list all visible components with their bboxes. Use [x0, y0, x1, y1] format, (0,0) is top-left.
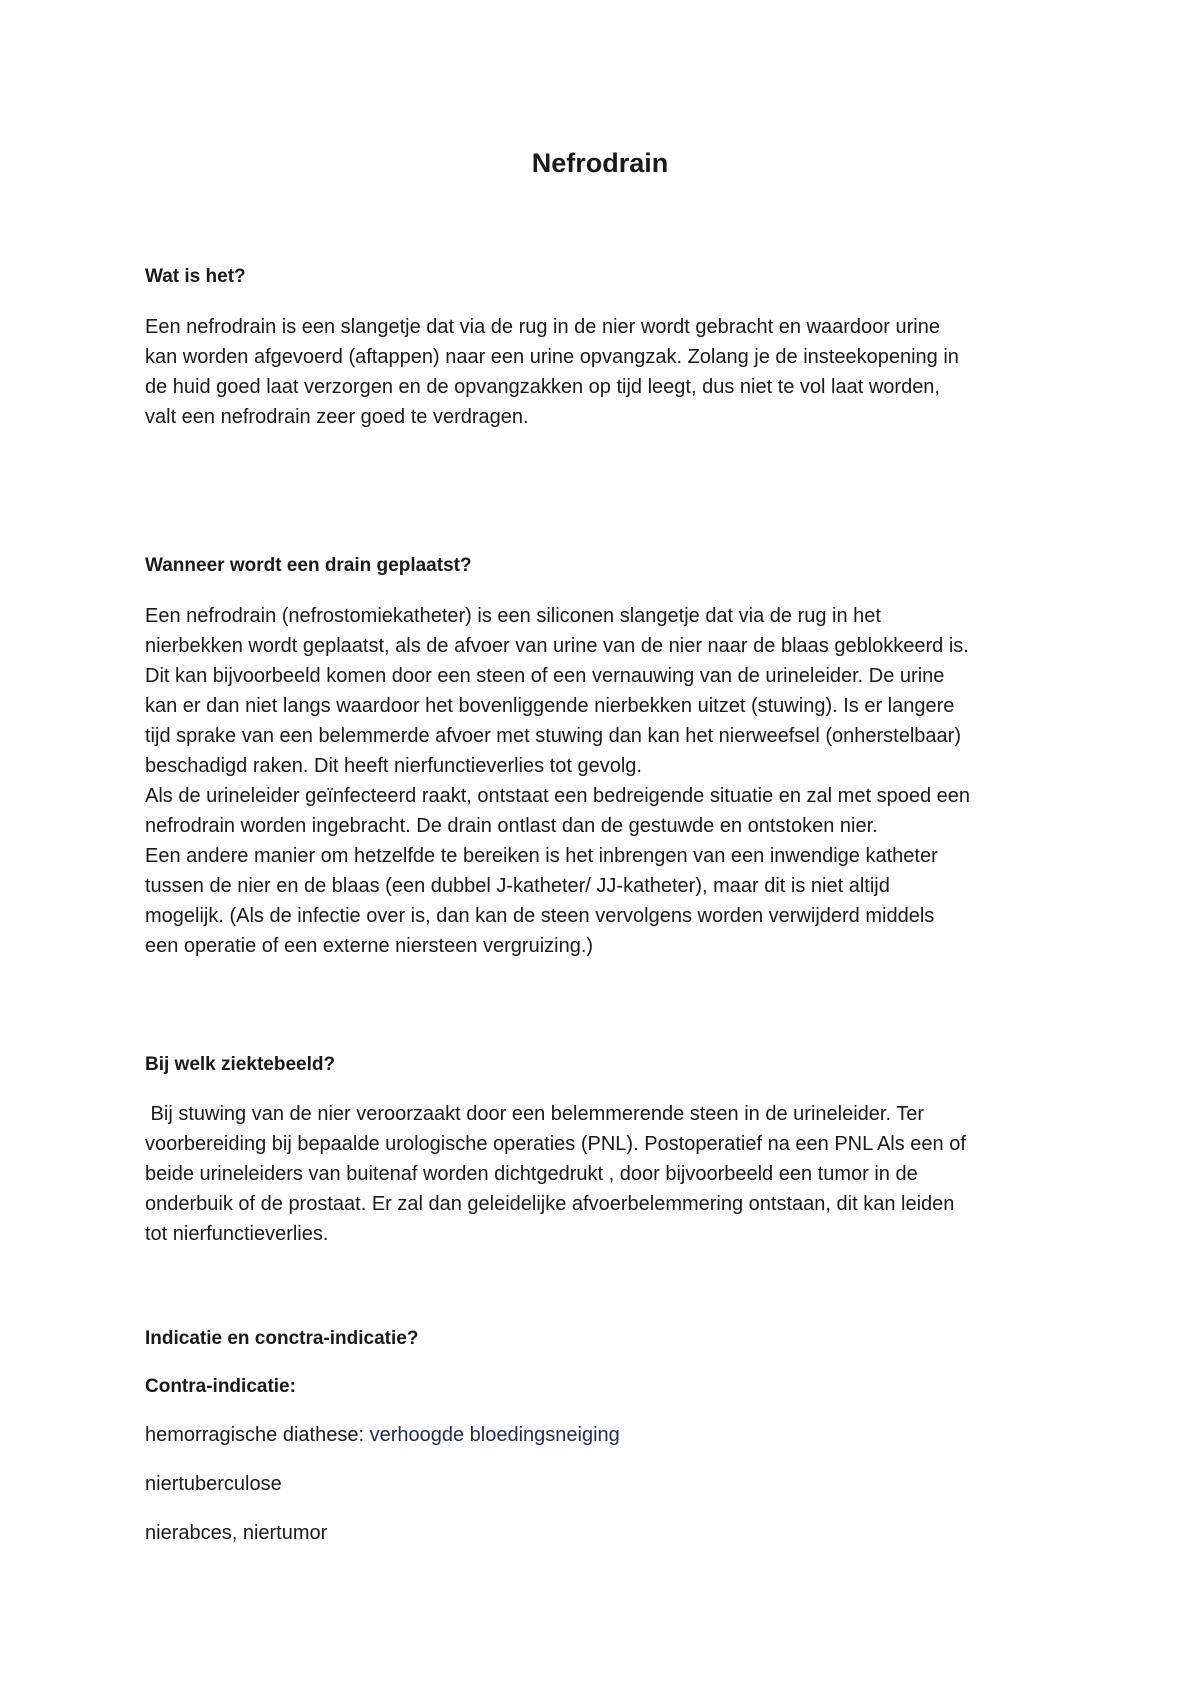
- text-line: Dit kan bijvoorbeeld komen door een steen of een vernauwing van de urineleider. De urine: [145, 665, 945, 687]
- document-title: Nefrodrain: [531, 148, 669, 178]
- section-heading: Wanneer wordt een drain geplaatst?: [145, 555, 472, 576]
- text-line: valt een nefrodrain zeer goed te verdragen.: [145, 406, 529, 428]
- text-line: een operatie of een externe niersteen vergruizing.): [145, 935, 594, 957]
- text-line: voorbereiding bij bepaalde urologische operaties (PNL). Postoperatief na een PNL Als een of: [145, 1133, 966, 1155]
- section-heading: Bij welk ziektebeeld?: [145, 1054, 336, 1075]
- section-indicatie: [145, 1326, 1075, 1352]
- paragraph: [145, 312, 1075, 432]
- contra-term: hemorragische diathese:: [145, 1424, 365, 1446]
- subheading: Contra-indicatie:: [145, 1376, 296, 1397]
- text-line: Een andere manier om hetzelfde te bereiken is het inbrengen van een inwendige katheter: [145, 845, 938, 867]
- section-heading: Wat is het?: [145, 266, 246, 287]
- contra-item-text: [145, 1519, 1075, 1547]
- section-ziektebeeld: [145, 1052, 1075, 1078]
- section-wanneer-body: [145, 601, 1075, 961]
- contra-item: [145, 1470, 1075, 1498]
- contra-item-text: [145, 1470, 1075, 1498]
- text-line: Bij stuwing van de nier veroorzaakt door een belemmerende steen in de urineleider. Ter: [145, 1103, 924, 1125]
- paragraph: [145, 601, 1075, 961]
- text-line: Als de urineleider geïnfecteerd raakt, ontstaat een bedreigende situatie en zal met spoed een: [145, 785, 970, 807]
- contra-definition: verhoogde bloedingsneiging: [369, 1424, 620, 1446]
- paragraph: [145, 1099, 1075, 1249]
- text-line: kan er dan niet langs waardoor het bovenliggende nierbekken uitzet (stuwing). Is er langere: [145, 695, 955, 717]
- text-line: nefrodrain worden ingebracht. De drain ontlast dan de gestuwde en ontstoken nier.: [145, 815, 878, 837]
- section-heading: Indicatie en conctra-indicatie?: [145, 1328, 419, 1349]
- section-ziektebeeld-body: [145, 1099, 1075, 1249]
- text-line: mogelijk. (Als de infectie over is, dan kan de steen vervolgens worden verwijderd middels: [145, 905, 935, 927]
- section-wanneer: [145, 553, 1075, 579]
- text-line: de huid goed laat verzorgen en de opvangzakken op tijd leegt, dus niet te vol laat worden,: [145, 376, 940, 398]
- contra-term: nierabces, niertumor: [145, 1522, 328, 1544]
- text-line: nierbekken wordt geplaatst, als de afvoer van urine van de nier naar de blaas geblokkeerd is.: [145, 635, 969, 657]
- contra-item: [145, 1421, 1075, 1449]
- text-line: Een nefrodrain (nefrostomiekatheter) is een siliconen slangetje dat via de rug in het: [145, 605, 881, 627]
- text-line: tijd sprake van een belemmerde afvoer met stuwing dan kan het nierweefsel (onherstelbaar): [145, 725, 961, 747]
- text-line: beide urineleiders van buitenaf worden dichtgedrukt , door bijvoorbeeld een tumor in de: [145, 1163, 918, 1185]
- text-line: Een nefrodrain is een slangetje dat via de rug in de nier wordt gebracht en waardoor urine: [145, 316, 940, 338]
- text-line: onderbuik of de prostaat. Er zal dan geleidelijke afvoerbelemmering ontstaan, dit kan leiden: [145, 1193, 955, 1215]
- contra-item: [145, 1519, 1075, 1547]
- contra-term: niertuberculose: [145, 1473, 282, 1495]
- contra-item-text: [145, 1421, 1075, 1449]
- text-line: tot nierfunctieverlies.: [145, 1223, 329, 1245]
- contra-indicatie-subheading-block: [145, 1374, 1075, 1400]
- text-line: beschadigd raken. Dit heeft nierfunctieverlies tot gevolg.: [145, 755, 642, 777]
- section-wat-is-het: [145, 264, 1075, 290]
- section-wat-is-het-body: [145, 312, 1075, 432]
- text-line: kan worden afgevoerd (aftappen) naar een urine opvangzak. Zolang je de insteekopening in: [145, 346, 959, 368]
- text-line: tussen de nier en de blaas (een dubbel J-katheter/ JJ-katheter), maar dit is niet altijd: [145, 875, 890, 897]
